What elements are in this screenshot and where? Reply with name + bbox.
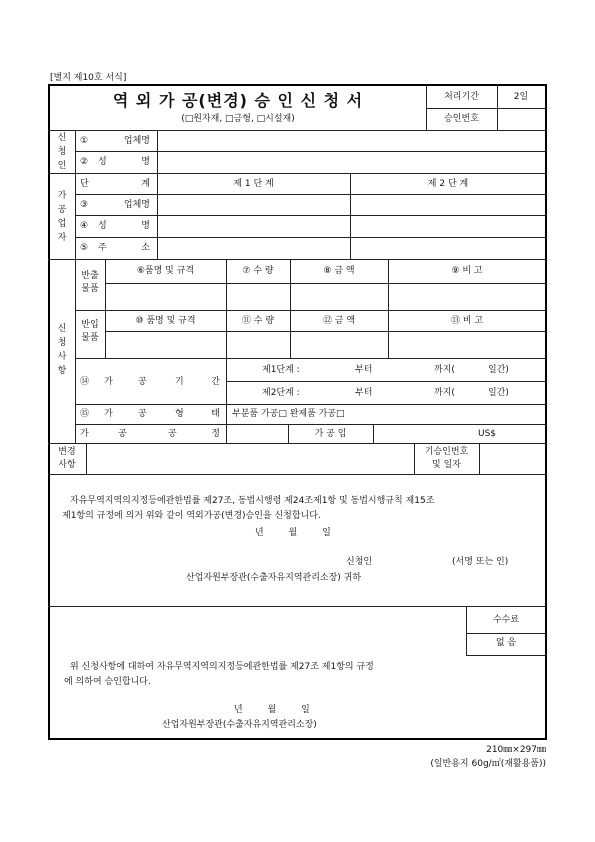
period-stage-1-until: 까지( <box>434 365 455 375</box>
inbound-amount-header: ⑫ 금 액 <box>322 316 356 326</box>
outbound-quantity-header: ⑦ 수 량 <box>242 266 274 276</box>
change-label: 변경 사항 <box>58 447 76 470</box>
approval-date: 년 월 일 <box>234 705 310 715</box>
outbound-item-name-header: ⑥품명 및 규격 <box>136 266 195 276</box>
period-stage-2-from: 부터 <box>355 388 373 398</box>
period-stage-2-until: 까지( <box>434 388 455 398</box>
processing-period-value: 2일 <box>513 92 529 102</box>
inbound-note-header: ⑬ 비 고 <box>450 316 484 326</box>
details-group-label: 신 청 사 항 <box>57 324 67 376</box>
approval-number-label: 승인번호 <box>444 114 479 124</box>
processing-fee-label: 가 공 임 <box>314 429 347 439</box>
stage-1-header: 제 1 단 계 <box>233 179 274 189</box>
period-stage-1-label: 제1단계 : <box>262 365 300 375</box>
sign-or-seal-note: (서명 또는 인) <box>452 557 509 567</box>
period-stage-1-from: 부터 <box>355 365 373 375</box>
page-title: 역 외 가 공(변경) 승 인 신 청 서 <box>112 91 364 110</box>
period-stage-2-days: 일간) <box>488 388 509 398</box>
form-subtitle: (□원자재, □금형, □시설재) <box>181 114 295 124</box>
applicant-sign-label: 신청인 <box>346 557 373 567</box>
approver: 산업자원부장관(수출자유지역관리소장) <box>162 720 317 730</box>
application-date: 년 월 일 <box>255 528 331 538</box>
inbound-quantity-header: ⑪ 수 량 <box>241 316 275 326</box>
paper-size: 210㎜×297㎜ <box>486 745 546 755</box>
fee-label: 수수료 <box>492 615 520 625</box>
outbound-items-label: 반출 물품 <box>81 271 99 294</box>
period-stage-1-days: 일간) <box>488 365 509 375</box>
inbound-item-name-header: ⑩ 품명 및 규격 <box>135 316 196 326</box>
fee-value: 없 음 <box>495 638 517 648</box>
applicant-group-label: 신 청 인 <box>57 133 67 171</box>
paper-note: (일반용지 60g/㎡(재활용품)) <box>430 759 546 769</box>
processing-fee-currency: US$ <box>478 429 497 439</box>
previous-approval-label: 기승인번호 및 일자 <box>424 447 469 470</box>
approval-statement: 위 신청사항에 대하여 자유무역지역의지정등에관한법률 제27조 제1항의 규정 에 의하여 승인합니다. <box>64 662 374 687</box>
outbound-note-header: ⑨ 비 고 <box>451 266 483 276</box>
period-stage-2-label: 제2단계 : <box>262 388 300 398</box>
form-label: [별지 제10호 서식] <box>50 73 127 83</box>
recipient: 산업자원부장관(수출자유지역관리소장) 귀하 <box>186 573 362 583</box>
processing-type-options[interactable]: 부분품 가공□ 완제품 가공□ <box>232 409 345 419</box>
processing-period-label: 처리기간 <box>444 92 479 102</box>
inbound-items-label: 반입 물품 <box>81 320 99 343</box>
stage-2-header: 제 2 단 계 <box>427 179 469 189</box>
outbound-amount-header: ⑧ 금 액 <box>323 266 355 276</box>
processor-group-label: 가 공 업 자 <box>57 191 67 243</box>
application-statement: 자유무역지역의지정등에관한법률 제27조, 동법시행령 제24조제1항 및 동법시행규칙 제15조 제1항의 규정에 의거 위와 같이 역외가공(변경)승인을 신청합니다. <box>62 496 435 521</box>
